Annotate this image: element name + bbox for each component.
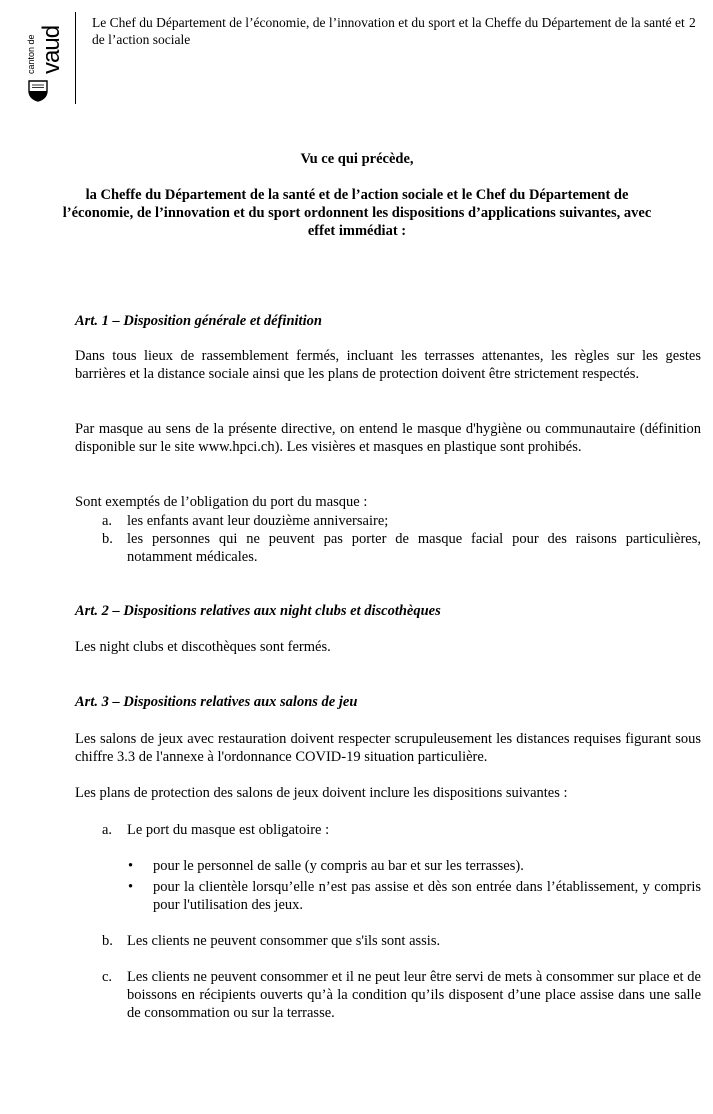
art-3-paragraph-2: Les plans de protection des salons de jeux doivent inclure les dispositions suivantes : (75, 785, 568, 801)
bullet-item (128, 878, 701, 914)
header-text: Le Chef du Département de l’économie, de l’innovation et du sport et la Cheffe du Département de la santé et de l’action sociale (92, 15, 685, 47)
list-item-text: Le port du masque est obligatoire : (127, 822, 330, 838)
preamble-order: la Cheffe du Département de la santé et de l’action sociale et le Chef du Département de l’économie, de l’innovation et du sport ordonnent les dispositions d’applications suivantes, avec effet immédiat : (62, 187, 652, 239)
list-marker: c. (102, 969, 113, 985)
preamble-heading: Vu ce qui précède, (300, 151, 414, 167)
art-3-paragraph-1: Les salons de jeux avec restauration doivent respecter scrupuleusement les distances requises figurant sous chiffre 3.3 de l'annexe à l'ordonnance COVID-19 situation particulière. (75, 731, 701, 765)
logo-line-vaud: vaud (38, 25, 65, 74)
list-item (102, 512, 701, 530)
canton-vaud-logo (22, 10, 65, 102)
list-item (102, 530, 701, 566)
list-item-text: les enfants avant leur douzième anniversaire; (127, 513, 389, 529)
list-marker: b. (102, 531, 113, 547)
bullet-marker: • (128, 879, 134, 895)
bullet-item-text: pour le personnel de salle (y compris au bar et sur les terrasses). (153, 858, 524, 874)
list-marker: b. (102, 933, 113, 949)
page-number: 2 (689, 15, 696, 30)
header-divider (75, 12, 76, 104)
art-2-paragraph-1: Les night clubs et discothèques sont fermés. (75, 639, 331, 655)
bullet-item-text: pour la clientèle lorsqu’elle n’est pas assise et dès son entrée dans l’établissement, y compris pour l'utilisation des jeux. (153, 879, 701, 913)
logo-line-canton: canton de (26, 34, 36, 74)
list-item (102, 821, 701, 839)
bullet-marker: • (128, 858, 134, 874)
vaud-shield-icon (28, 80, 48, 102)
bullet-item (128, 857, 701, 875)
art-2-title: Art. 2 – Dispositions relatives aux night clubs et discothèques (75, 603, 441, 619)
art-1-paragraph-1: Dans tous lieux de rassemblement fermés, incluant les terrasses attenantes, les règles sur les gestes barrières et la distance sociale ainsi que les plans de protection doivent être strictement respectés. (75, 348, 701, 382)
art-1-title: Art. 1 – Disposition générale et définition (75, 313, 322, 329)
art-1-paragraph-2: Par masque au sens de la présente directive, on entend le masque d'hygiène ou communautaire (définition disponible sur le site www.hpci.ch). Les visières et masques en plastique sont prohibés. (75, 421, 701, 455)
list-marker: a. (102, 513, 113, 529)
art-1-paragraph-3: Sont exemptés de l’obligation du port du masque : (75, 494, 368, 510)
list-item-text: les personnes qui ne peuvent pas porter de masque facial pour des raisons particulières, notamment médicales. (127, 531, 701, 565)
list-marker: a. (102, 822, 113, 838)
list-item (102, 932, 701, 950)
list-item-text: Les clients ne peuvent consommer et il ne peut leur être servi de mets à consommer sur place et de boissons en récipients ouverts qu’à la condition qu’ils disposent d’une place assise dans une salle de consommation ou sur la terrasse. (127, 969, 701, 1021)
art-3-title: Art. 3 – Dispositions relatives aux salons de jeu (75, 694, 358, 710)
list-item (102, 968, 701, 1022)
list-item-text: Les clients ne peuvent consommer que s'ils sont assis. (127, 933, 441, 949)
